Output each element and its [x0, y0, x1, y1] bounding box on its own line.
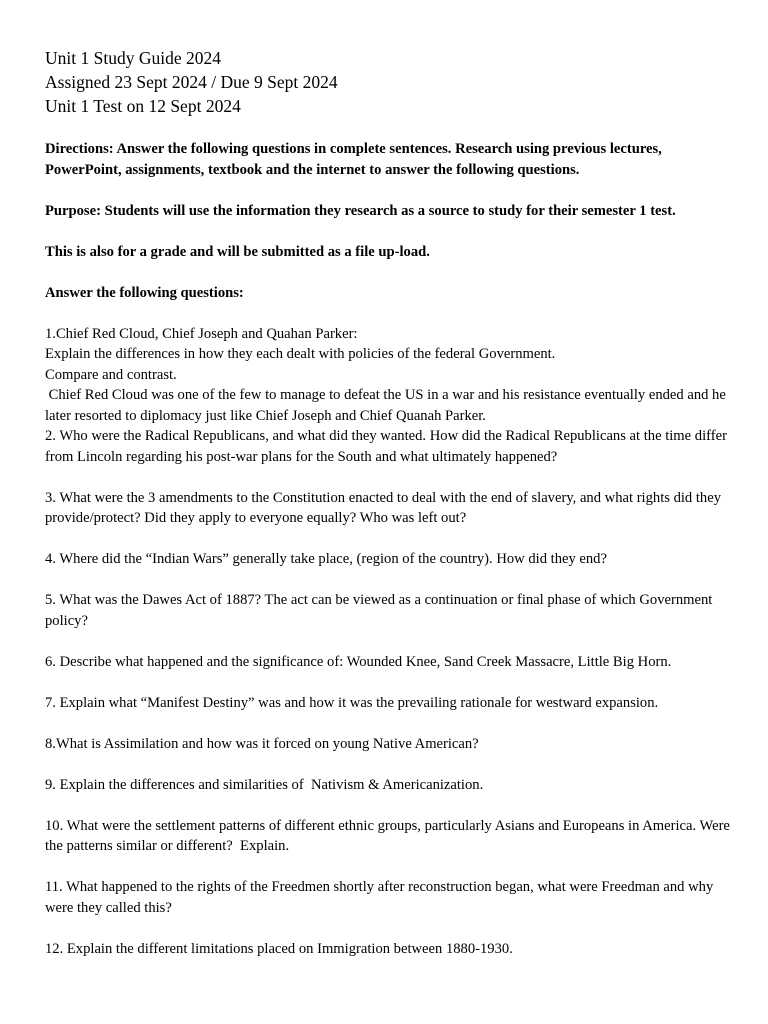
question-1-prompt: Explain the differences in how they each dealt with policies of the federal Government.: [45, 346, 556, 362]
question-1-instruction: Compare and contrast.: [45, 366, 177, 383]
assigned-due-dates: Assigned 23 Sept 2024 / Due 9 Sept 2024: [45, 72, 338, 92]
question-1-answer: Chief Red Cloud was one of the few to manage to defeat the US in a war and his resistance eventually ended and he later resorted to diplomacy just like Chief Joseph and Chief Quanah Parker.: [45, 387, 730, 424]
directions-text: Directions: Answer the following questions in complete sentences. Research using previous lectures, PowerPoint, assignments, textbook and the internet to answer the following questions.: [45, 141, 662, 178]
question-6: 6. Describe what happened and the significance of: Wounded Knee, Sand Creek Massacre, Little Big Horn.: [45, 653, 672, 670]
test-date: Unit 1 Test on 12 Sept 2024: [45, 96, 241, 116]
purpose-text: Purpose: Students will use the information they research as a source to study for their semester 1 test.: [45, 202, 676, 219]
question-10: 10. What were the settlement patterns of different ethnic groups, particularly Asians and Europeans in America. Were the patterns similar or different? Explain.: [45, 817, 734, 854]
question-2: 2. Who were the Radical Republicans, and what did they wanted. How did the Radical Republicans at the time differ from Lincoln regarding his post-war plans for the South and what ultimately happened?: [45, 428, 731, 465]
answer-heading: Answer the following questions:: [45, 284, 244, 301]
question-3: 3. What were the 3 amendments to the Constitution enacted to deal with the end of slavery, and what rights did they provide/protect? Did they apply to everyone equally? Who was left out?: [45, 489, 725, 526]
question-11: 11. What happened to the rights of the Freedmen shortly after reconstruction began, what were Freedman and why were they called this?: [45, 879, 717, 916]
question-1-title: 1.Chief Red Cloud, Chief Joseph and Quahan Parker:: [45, 325, 358, 342]
question-4: 4. Where did the “Indian Wars” generally take place, (region of the country). How did they end?: [45, 551, 607, 567]
grade-note-text: This is also for a grade and will be submitted as a file up-load.: [45, 243, 430, 260]
question-8: 8.What is Assimilation and how was it forced on young Native American?: [45, 735, 479, 752]
question-7: 7. Explain what “Manifest Destiny” was and how it was the prevailing rationale for westward expansion.: [45, 694, 659, 711]
document-title: Unit 1 Study Guide 2024: [45, 48, 221, 68]
document-page: [45, 46, 735, 959]
question-5: 5. What was the Dawes Act of 1887? The act can be viewed as a continuation or final phase of which Government policy?: [45, 592, 716, 629]
question-9: 9. Explain the differences and similarities of Nativism & Americanization.: [45, 776, 484, 793]
question-12: 12. Explain the different limitations placed on Immigration between 1880-1930.: [45, 940, 513, 957]
